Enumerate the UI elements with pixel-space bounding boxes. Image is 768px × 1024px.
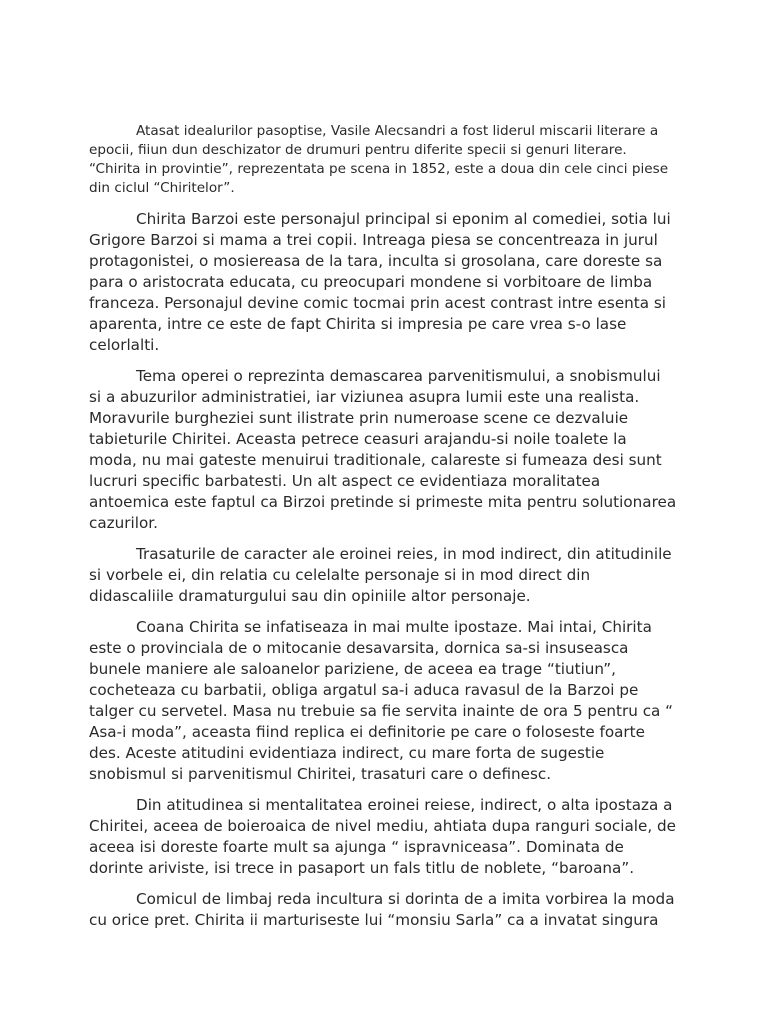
paragraph-2: Chirita Barzoi este personajul principal si eponim al comediei, sotia lui Grigore Barzoi si mama a trei copii. Intreaga piesa se concentreaza in jurul protagonistei, o mosiereasa de la tara, inculta si grosolana, care doreste sa para o aristocrata educata, cu preocupari mondene si vorbitoare de limba franceza. Personajul devine comic tocmai prin acest contrast intre esenta si aparenta, intre ce este de fapt Chirita si impresia pe care vrea s-o lase celorlalti.: [89, 210, 671, 354]
document-body: [89, 122, 677, 941]
paragraph-3: Tema operei o reprezinta demascarea parvenitismului, a snobismului si a abuzurilor administratiei, iar viziunea asupra lumii este una realista. Moravurile burgheziei sunt ilistrate prin numeroase scene ce dezvaluie tabieturile Chiritei. Aceasta petrece ceasuri arajandu-si noile toalete la moda, nu mai gateste menuirui traditionale, calareste si fumeaza desi sunt lucruri specific barbatesti. Un alt aspect ce evidentiaza moralitatea antoemica este faptul ca Birzoi pretinde si primeste mita pentru solutionarea cazurilor.: [89, 367, 677, 532]
paragraph-6: Din atitudinea si mentalitatea eroinei reiese, indirect, o alta ipostaza a Chiritei, aceea de boieroaica de nivel mediu, ahtiata dupa ranguri sociale, de aceea isi doreste foarte mult sa ajunga “ ispravniceasa”. Dominata de dorinte ariviste, isi trece in pasaport un fals titlu de noblete, “baroana”.: [89, 796, 676, 877]
paragraph-1: Atasat idealurilor pasoptise, Vasile Alecsandri a fost liderul miscarii literare a epocii, fiiun dun deschizator de drumuri pentru diferite specii si genuri literare. “Chirita in provintie”, reprezentata pe scena in 1852, este a doua din cele cinci piese din ciclul “Chiritelor”.: [89, 123, 669, 196]
paragraph-4: Trasaturile de caracter ale eroinei reies, in mod indirect, din atitudinile si vorbele ei, din relatia cu celelalte personaje si in mod direct din didascaliile dramaturgului sau din opiniile altor personaje.: [89, 545, 672, 605]
paragraph-5: Coana Chirita se infatiseaza in mai multe ipostaze. Mai intai, Chirita este o provinciala de o mitocanie desavarsita, dornica sa-si insuseasca bunele maniere ale saloanelor pariziene, de aceea ea trage “tiutiun”, cocheteaza cu barbatii, obliga argatul sa-i aduca ravasul de la Barzoi pe talger cu servetel. Masa nu trebuie sa fie servita inainte de ora 5 pentru ca “ Asa-i moda”, aceasta fiind replica ei definitorie pe care o foloseste foarte des. Aceste atitudini evidentiaza indirect, cu mare forta de sugestie snobismul si parvenitismul Chiritei, trasaturi care o definesc.: [89, 618, 674, 783]
paragraph-7: Comicul de limbaj reda incultura si dorinta de a imita vorbirea la moda cu orice pret. Chirita ii marturiseste lui “monsiu Sarla” ca a invatat singura: [89, 890, 675, 929]
